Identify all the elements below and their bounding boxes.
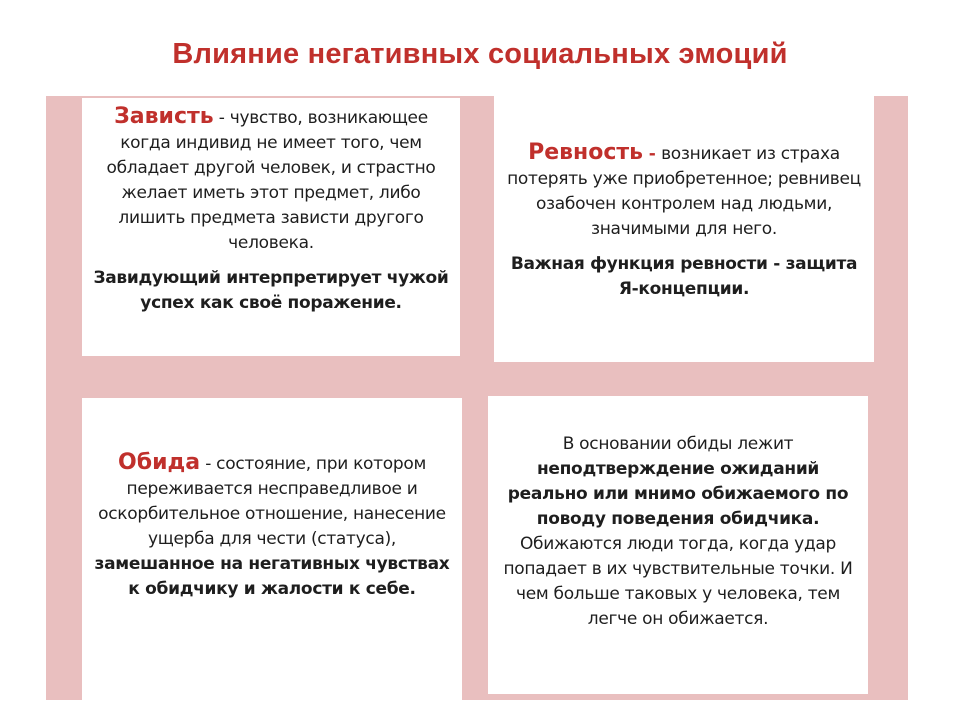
resentment-basis-text [496,432,860,632]
slide-title: Влияние негативных социальных эмоций [172,38,788,70]
envy-definition [90,104,452,256]
resentment-card [82,398,462,700]
jealousy-definition-text: возникает из страха потерять уже приобретенное; ревнивец озабочен контролем над людьми, значимыми для него. [507,144,861,239]
resentment-definition [90,450,454,602]
resentment-basis-card [488,396,868,694]
resentment-term: Обида [118,450,201,475]
jealousy-note: Важная функция ревности - защита Я-концепции. [510,254,858,299]
resentment-definition-text: - состояние, при котором переживается несправедливое и оскорбительное отношение, нанесение ущерба для чести (статуса), [98,454,446,549]
resentment-basis-bold: неподтверждение ожиданий реально или мнимо обижаемого по поводу поведения обидчика. [507,459,849,529]
resentment-basis-rest: Обижаются люди тогда, когда удар попадает в их чувствительные точки. И чем больше таковых у человека, тем легче он обижается. [503,534,853,629]
resentment-basis-intro: В основании обиды лежит [562,434,794,454]
jealousy-term: Ревность [528,140,644,165]
jealousy-dash: - [643,144,662,164]
jealousy-card [494,96,874,362]
resentment-definition-bold: замешанное на негативных чувствах к обидчику и жалости к себе. [94,554,450,599]
envy-card [82,98,460,356]
envy-note: Завидующий интерпретирует чужой успех как своё поражение. [93,268,449,313]
envy-definition-text: - чувство, возникающее когда индивид не имеет того, чем обладает другой человек, и страстно желает иметь этот предмет, либо лишить предмета зависти другого человека. [106,108,436,253]
envy-term: Зависть [114,104,214,129]
jealousy-definition [502,140,866,242]
